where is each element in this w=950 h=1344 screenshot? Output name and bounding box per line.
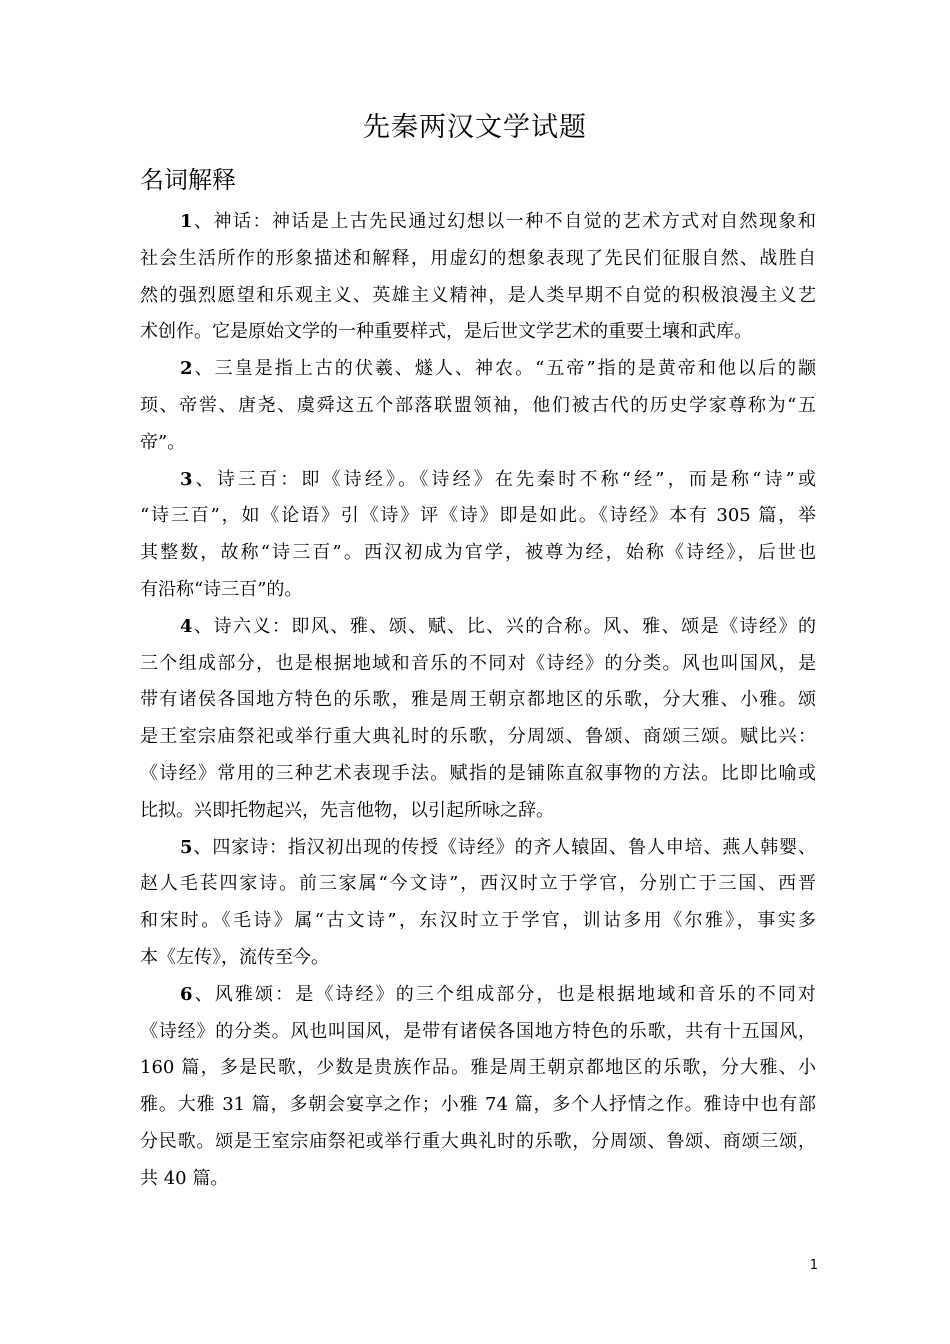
entry-number: 1 xyxy=(180,211,193,232)
paragraph-line: 术创作。它是原始文学的一种重要样式，是后世文学艺术的重要土壤和武库。 xyxy=(140,321,752,343)
line-text: 、诗六义：即风、雅、颂、赋、比、兴的合称。风、雅、颂是《诗经》的 xyxy=(192,615,816,637)
entry-number: 5 xyxy=(180,836,193,858)
section-heading: 名词解释 xyxy=(140,166,236,194)
paragraph-line: 本《左传》，流传至今。 xyxy=(140,946,329,968)
paragraph-line xyxy=(140,351,816,388)
line-text: 、四家诗：指汉初出现的传授《诗经》的齐人辕固、鲁人申培、燕人韩婴、 xyxy=(192,836,816,858)
line-text: 、神话：神话是上古先民通过幻想以一种不自觉的艺术方式对自然现象和 xyxy=(192,211,816,232)
paragraph-line: 共 40 篇。 xyxy=(140,1167,229,1189)
paragraph-line: 然的强烈愿望和乐观主义、英雄主义精神，是人类早期不自觉的积极浪漫主义艺 xyxy=(140,284,816,306)
paragraph-line: 《诗经》的分类。风也叫国风，是带有诸侯各国地方特色的乐歌，共有十五国风， xyxy=(140,1020,816,1042)
paragraph-line: 有沿称“诗三百”的。 xyxy=(140,578,303,600)
paragraph-line xyxy=(140,977,816,1014)
entry-number: 3 xyxy=(180,468,193,490)
paragraph-line: 其整数，故称“诗三百”。西汉初成为官学，被尊为经，始称《诗经》，后世也 xyxy=(140,542,816,564)
line-text: 、风雅颂：是《诗经》的三个组成部分，也是根据地域和音乐的不同对 xyxy=(192,983,816,1005)
paragraph-line: 顼、帝喾、唐尧、虞舜这五个部落联盟领袖，他们被古代的历史学家尊称为“五 xyxy=(140,394,816,416)
line-text: 、诗三百：即《诗经》。《诗经》在先秦时不称“经”，而是称“诗”或 xyxy=(192,468,816,490)
paragraph-line xyxy=(140,204,816,241)
paragraph-line: “诗三百”，如《论语》引《诗》评《诗》即是如此。《诗经》本有 305 篇，举 xyxy=(140,505,816,527)
entry-paragraph xyxy=(140,204,816,351)
paragraph-line xyxy=(140,609,816,646)
paragraph-line: 分民歌。颂是王室宗庙祭祀或举行重大典礼时的乐歌，分周颂、鲁颂、商颂三颂， xyxy=(140,1130,816,1152)
paragraph-line: 是王室宗庙祭祀或举行重大典礼时的乐歌，分周颂、鲁颂、商颂三颂。赋比兴： xyxy=(140,726,816,748)
document-title: 先秦两汉文学试题 xyxy=(363,112,587,143)
entry-paragraph xyxy=(140,830,816,977)
paragraph-line: 雅。大雅 31 篇，多朝会宴享之作；小雅 74 篇，多个人抒情之作。雅诗中也有部 xyxy=(140,1094,816,1116)
paragraph-line: 赵人毛苌四家诗。前三家属“今文诗”，西汉时立于学官，分别亡于三国、西晋 xyxy=(140,873,816,895)
paragraph-line: 社会生活所作的形象描述和解释，用虚幻的想象表现了先民们征服自然、战胜自 xyxy=(140,247,816,269)
paragraph-line: 160 篇，多是民歌，少数是贵族作品。雅是周王朝京都地区的乐歌，分大雅、小 xyxy=(140,1057,816,1079)
paragraph-line: 《诗经》常用的三种艺术表现手法。赋指的是铺陈直叙事物的方法。比即比喻或 xyxy=(140,762,816,784)
entry-paragraph xyxy=(140,351,816,461)
paragraph-line: 和宋时。《毛诗》属“古文诗”，东汉时立于学官，训诂多用《尔雅》，事实多 xyxy=(140,910,816,932)
document-body xyxy=(140,204,816,1198)
paragraph-line: 带有诸侯各国地方特色的乐歌，雅是周王朝京都地区的乐歌，分大雅、小雅。颂 xyxy=(140,689,816,711)
entry-number: 2 xyxy=(180,358,193,380)
entry-paragraph xyxy=(140,462,816,609)
entry-paragraph xyxy=(140,977,816,1198)
page-number: 1 xyxy=(809,1258,818,1273)
entry-number: 4 xyxy=(180,615,193,637)
entry-paragraph xyxy=(140,609,816,830)
paragraph-line xyxy=(140,830,816,867)
entry-number: 6 xyxy=(180,983,193,1005)
paragraph-line: 帝”。 xyxy=(140,431,186,453)
paragraph-line: 三个组成部分，也是根据地域和音乐的不同对《诗经》的分类。风也叫国风，是 xyxy=(140,652,816,674)
paragraph-line xyxy=(140,462,816,499)
line-text: 、三皇是指上古的伏羲、燧人、神农。“五帝”指的是黄帝和他以后的颛 xyxy=(192,358,816,380)
paragraph-line: 比拟。兴即托物起兴，先言他物，以引起所咏之辞。 xyxy=(140,799,554,821)
